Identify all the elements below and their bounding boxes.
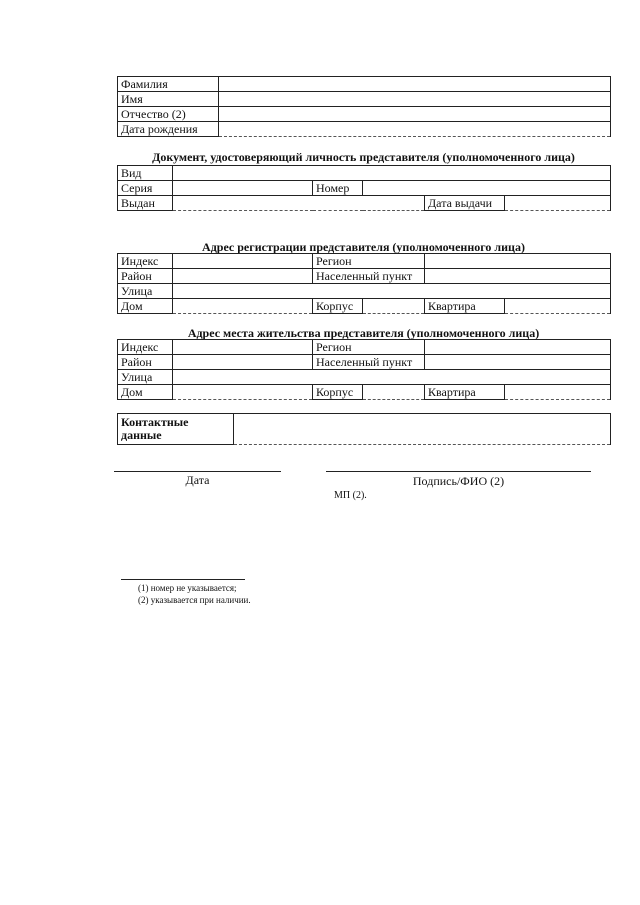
res-address-table bbox=[117, 339, 611, 400]
signature-line bbox=[326, 471, 591, 472]
table-row bbox=[118, 77, 611, 92]
date-line bbox=[114, 471, 281, 472]
table-row bbox=[118, 370, 611, 385]
reg-building-field[interactable] bbox=[363, 299, 425, 314]
doc-number-label: Номер bbox=[313, 181, 363, 196]
document-table bbox=[117, 165, 611, 211]
res-house-field[interactable] bbox=[173, 385, 313, 400]
reg-locality-label: Населенный пункт bbox=[313, 269, 425, 284]
table-row bbox=[118, 181, 611, 196]
res-locality-field[interactable] bbox=[425, 355, 611, 370]
signature-label: Подпись/ФИО (2) bbox=[412, 474, 505, 488]
reg-index-label: Индекс bbox=[118, 254, 173, 269]
table-row bbox=[118, 284, 611, 299]
surname-label: Фамилия bbox=[118, 77, 219, 92]
first-name-field[interactable] bbox=[219, 92, 611, 107]
reg-apartment-label: Квартира bbox=[425, 299, 505, 314]
document-heading: Документ, удостоверяющий личность представителя (уполномоченного лица) bbox=[152, 150, 575, 164]
doc-issue-date-field[interactable] bbox=[505, 196, 611, 211]
table-row bbox=[118, 340, 611, 355]
stamp-label: МП (2). bbox=[334, 490, 367, 501]
table-row bbox=[118, 166, 611, 181]
table-row bbox=[118, 269, 611, 284]
res-index-label: Индекс bbox=[118, 340, 173, 355]
res-district-field[interactable] bbox=[173, 355, 313, 370]
doc-issued-field[interactable] bbox=[173, 196, 425, 211]
table-row bbox=[118, 196, 611, 211]
reg-address-heading: Адрес регистрации представителя (уполномоченного лица) bbox=[202, 240, 525, 254]
footnote-2: (2) указывается при наличии. bbox=[138, 595, 251, 605]
res-locality-label: Населенный пункт bbox=[313, 355, 425, 370]
doc-issue-date-label: Дата выдачи bbox=[425, 196, 505, 211]
reg-house-label: Дом bbox=[118, 299, 173, 314]
contacts-field[interactable] bbox=[234, 414, 611, 445]
reg-district-field[interactable] bbox=[173, 269, 313, 284]
table-row bbox=[118, 299, 611, 314]
doc-type-label: Вид bbox=[118, 166, 173, 181]
res-region-field[interactable] bbox=[425, 340, 611, 355]
table-row bbox=[118, 92, 611, 107]
reg-address-table bbox=[117, 253, 611, 314]
birth-date-label: Дата рождения bbox=[118, 122, 219, 137]
res-address-heading: Адрес места жительства представителя (уполномоченного лица) bbox=[187, 326, 540, 340]
reg-street-label: Улица bbox=[118, 284, 173, 299]
res-apartment-label: Квартира bbox=[425, 385, 505, 400]
surname-field[interactable] bbox=[219, 77, 611, 92]
footnote-1: (1) номер не указывается; bbox=[138, 583, 237, 593]
table-row bbox=[118, 385, 611, 400]
res-street-field[interactable] bbox=[173, 370, 611, 385]
doc-number-field[interactable] bbox=[363, 181, 611, 196]
reg-region-label: Регион bbox=[313, 254, 425, 269]
reg-locality-field[interactable] bbox=[425, 269, 611, 284]
reg-apartment-field[interactable] bbox=[505, 299, 611, 314]
res-apartment-field[interactable] bbox=[505, 385, 611, 400]
res-district-label: Район bbox=[118, 355, 173, 370]
table-row bbox=[118, 254, 611, 269]
res-building-label: Корпус bbox=[313, 385, 363, 400]
res-building-field[interactable] bbox=[363, 385, 425, 400]
reg-index-field[interactable] bbox=[173, 254, 313, 269]
footnote-separator bbox=[121, 579, 245, 580]
doc-series-field[interactable] bbox=[173, 181, 313, 196]
doc-series-label: Серия bbox=[118, 181, 173, 196]
reg-building-label: Корпус bbox=[313, 299, 363, 314]
res-region-label: Регион bbox=[313, 340, 425, 355]
table-row bbox=[118, 122, 611, 137]
res-house-label: Дом bbox=[118, 385, 173, 400]
doc-issued-label: Выдан bbox=[118, 196, 173, 211]
personal-data-table bbox=[117, 76, 611, 137]
reg-region-field[interactable] bbox=[425, 254, 611, 269]
res-index-field[interactable] bbox=[173, 340, 313, 355]
birth-date-field[interactable] bbox=[219, 122, 611, 137]
doc-type-field[interactable] bbox=[173, 166, 611, 181]
table-row bbox=[118, 355, 611, 370]
res-street-label: Улица bbox=[118, 370, 173, 385]
reg-district-label: Район bbox=[118, 269, 173, 284]
patronymic-label: Отчество (2) bbox=[118, 107, 219, 122]
reg-house-field[interactable] bbox=[173, 299, 313, 314]
contacts-label: Контактные данные bbox=[118, 414, 234, 445]
first-name-label: Имя bbox=[118, 92, 219, 107]
patronymic-field[interactable] bbox=[219, 107, 611, 122]
date-label: Дата bbox=[185, 473, 210, 487]
table-row bbox=[118, 414, 611, 445]
contacts-table bbox=[117, 413, 611, 445]
reg-street-field[interactable] bbox=[173, 284, 611, 299]
table-row bbox=[118, 107, 611, 122]
